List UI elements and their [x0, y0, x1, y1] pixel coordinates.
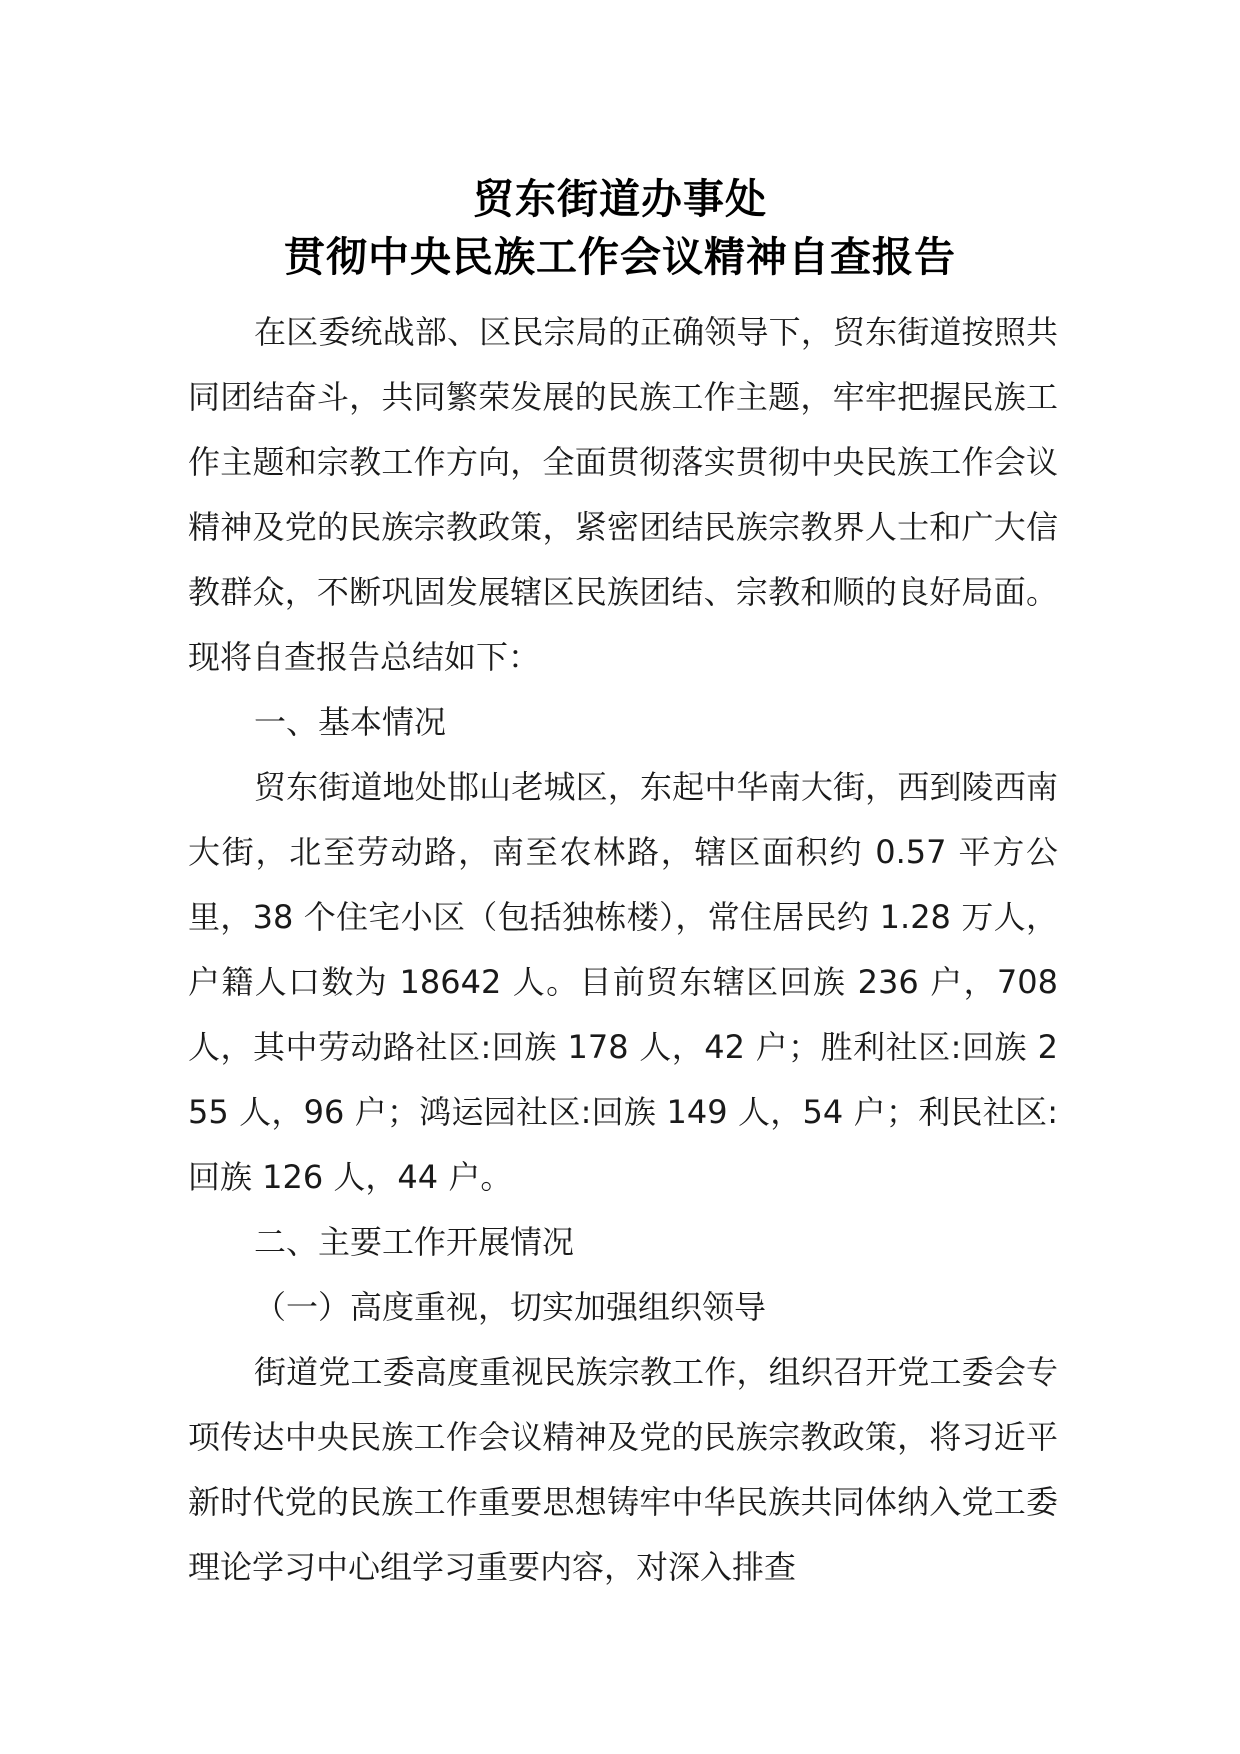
title-line-1: 贸东街道办事处: [473, 175, 767, 223]
section-heading-basic-info: 一、基本情况: [254, 703, 447, 741]
organization-paragraph: 街道党工委高度重视民族宗教工作，组织召开党工委会专项传达中央民族工作会议精神及党的民族宗教政策，将习近平新时代党的民族工作重要思想铸牢中华民族共同体纳入党工委理论学习中心组学习重要内容，对深入排查: [188, 1353, 1058, 1586]
document-title: [0, 170, 1240, 286]
basic-info-paragraph: 贸东街道地处邯山老城区，东起中华南大街，西到陵西南大街，北至劳动路，南至农林路，辖区面积约 0.57 平方公里，38 个住宅小区（包括独栋楼），常住居民约 1.28 万人，户籍人口数为 18642 人。目前贸东辖区回族 236 户，708 人，其中劳动路社区:回族 178 人，42 户；胜利社区:回族 255 人，96 户；鸿运园社区:回族 149 人，54 户；利民社区:回族 126 人，44 户。: [188, 768, 1058, 1196]
subsection-heading-organization: （一）高度重视，切实加强组织领导: [254, 1288, 767, 1326]
document-body: [188, 300, 1058, 1600]
section-heading-main-work: 二、主要工作开展情况: [254, 1223, 575, 1261]
intro-paragraph: 在区委统战部、区民宗局的正确领导下，贸东街道按照共同团结奋斗，共同繁荣发展的民族工作主题，牢牢把握民族工作主题和宗教工作方向，全面贯彻落实贯彻中央民族工作会议精神及党的民族宗教政策，紧密团结民族宗教界人士和广大信教群众，不断巩固发展辖区民族团结、宗教和顺的良好局面。现将自查报告总结如下：: [188, 313, 1058, 676]
title-line-2: 贯彻中央民族工作会议精神自查报告: [284, 233, 956, 281]
